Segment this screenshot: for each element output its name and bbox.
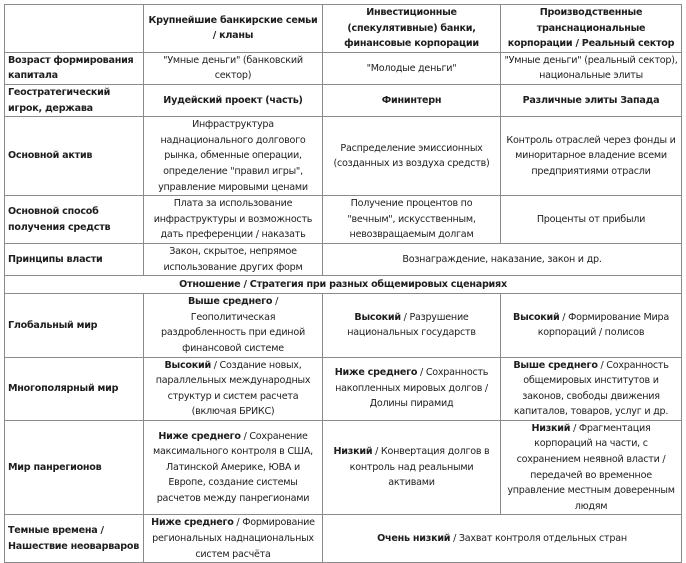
scenario-cell [144, 357, 323, 420]
table-cell: "Молодые деньги" [323, 52, 501, 84]
scenario-cell [144, 420, 323, 515]
row-label: Основной способ получения средств [5, 196, 144, 244]
scenario-cell [323, 357, 501, 420]
row-label: Геостратегический игрок, держава [5, 84, 144, 116]
corner-cell [5, 5, 144, 53]
table-cell: Контроль отраслей через фонды и миноритарное владение всеми предприятиями отрасли [501, 117, 682, 196]
table-cell: Проценты от прибыли [501, 196, 682, 244]
scenario-label: Многополярный мир [5, 357, 144, 420]
strategy-text: / Формирование региональных наднациональных систем расчёта [152, 517, 315, 560]
scenario-label: Мир панрегионов [5, 420, 144, 515]
table-row [5, 84, 682, 116]
strategy-text: / Конвертация долгов в контроль над реальными активами [349, 446, 490, 489]
header-row [5, 5, 682, 53]
scenario-row [5, 294, 682, 357]
column-header-transnational-corporations: Производственные транснациональные корпорации / Реальный сектор [501, 5, 682, 53]
table-cell: Иудейский проект (часть) [144, 84, 323, 116]
scenario-row [5, 357, 682, 420]
strategy-text: / Создание новых, параллельных международных структур и систем расчета (включая БРИКС) [155, 359, 311, 418]
column-header-investment-banks: Инвестиционные (спекулятивные) банки, финансовые корпорации [323, 5, 501, 53]
scenario-cell [144, 294, 323, 357]
level-label: Выше среднего [187, 296, 273, 308]
strategy-text: / Сохранность общемировых институтов и законов, свободы движения капиталов, товаров, услуг и др. [513, 359, 669, 418]
strategy-text: / Разрушение национальных государств [347, 311, 476, 339]
table-cell: Плата за использование инфраструктуры и возможность дать преференции / наказать [144, 196, 323, 244]
level-label: Низкий [531, 422, 571, 434]
level-label: Ниже среднего [158, 430, 241, 442]
level-label: Высокий [354, 311, 401, 323]
scenario-row [5, 420, 682, 515]
section-title: Отношение / Стратегия при разных общемировых сценариях [5, 276, 682, 294]
scenario-label: Темные времена / Нашествие неоварваров [5, 515, 144, 563]
scenario-cell [501, 357, 682, 420]
level-label: Низкий [333, 446, 373, 458]
table-cell: "Умные деньги" (реальный сектор), национальные элиты [501, 52, 682, 84]
table-cell: Различные элиты Запада [501, 84, 682, 116]
scenario-cell [323, 420, 501, 515]
scenario-cell [501, 294, 682, 357]
row-label: Основной актив [5, 117, 144, 196]
level-label: Очень низкий [377, 533, 451, 545]
row-label: Возраст формирования капитала [5, 52, 144, 84]
column-header-banking-families: Крупнейшие банкирские семьи / кланы [144, 5, 323, 53]
table-row [5, 117, 682, 196]
comparison-table [4, 4, 682, 563]
section-row [5, 276, 682, 294]
strategy-text: / Захват контроля отдельных стран [450, 533, 627, 545]
scenario-row [5, 515, 682, 563]
scenario-label: Глобальный мир [5, 294, 144, 357]
table-cell: "Умные деньги" (банковский сектор) [144, 52, 323, 84]
strategy-text: / Сохранение максимального контроля в США, Латинской Америке, ЮВА и Европе, создание системы расчетов между панрегионами [153, 430, 313, 505]
table-cell: Закон, скрытое, непрямое использование других форм [144, 243, 323, 275]
scenario-cell [323, 294, 501, 357]
level-label: Высокий [164, 359, 211, 371]
strategy-text: / Геополитическая раздробленность при единой финансовой системе [161, 296, 305, 354]
scenario-cell-merged [323, 515, 682, 563]
strategy-text: / Формирование Мира корпораций / полисов [537, 311, 669, 339]
table-cell: Получение процентов по "вечным", искусственным, невозвращаемым долгам [323, 196, 501, 244]
level-label: Выше среднего [513, 359, 598, 371]
scenario-cell [144, 515, 323, 563]
level-label: Ниже среднего [151, 517, 234, 529]
strategy-text: / Фрагментация корпораций на части, с сохранением неявной власти / передачей во временное управление местным доверенным людям [507, 422, 675, 512]
table-row [5, 243, 682, 275]
table-cell: Распределение эмиссионных (созданных из воздуха средств) [323, 117, 501, 196]
row-label: Принципы власти [5, 243, 144, 275]
level-label: Ниже среднего [334, 367, 418, 379]
level-label: Высокий [513, 311, 560, 323]
scenario-cell [501, 420, 682, 515]
table-cell: Фининтерн [323, 84, 501, 116]
table-row [5, 52, 682, 84]
table-cell: Инфраструктура наднационального долгового рынка, обменные операции, определение "правил игры", управление мировыми ценами [144, 117, 323, 196]
table-row [5, 196, 682, 244]
table-cell-merged: Вознаграждение, наказание, закон и др. [323, 243, 682, 275]
strategy-text: / Сохранность накопленных мировых долгов / Долины пирамид [335, 367, 489, 410]
